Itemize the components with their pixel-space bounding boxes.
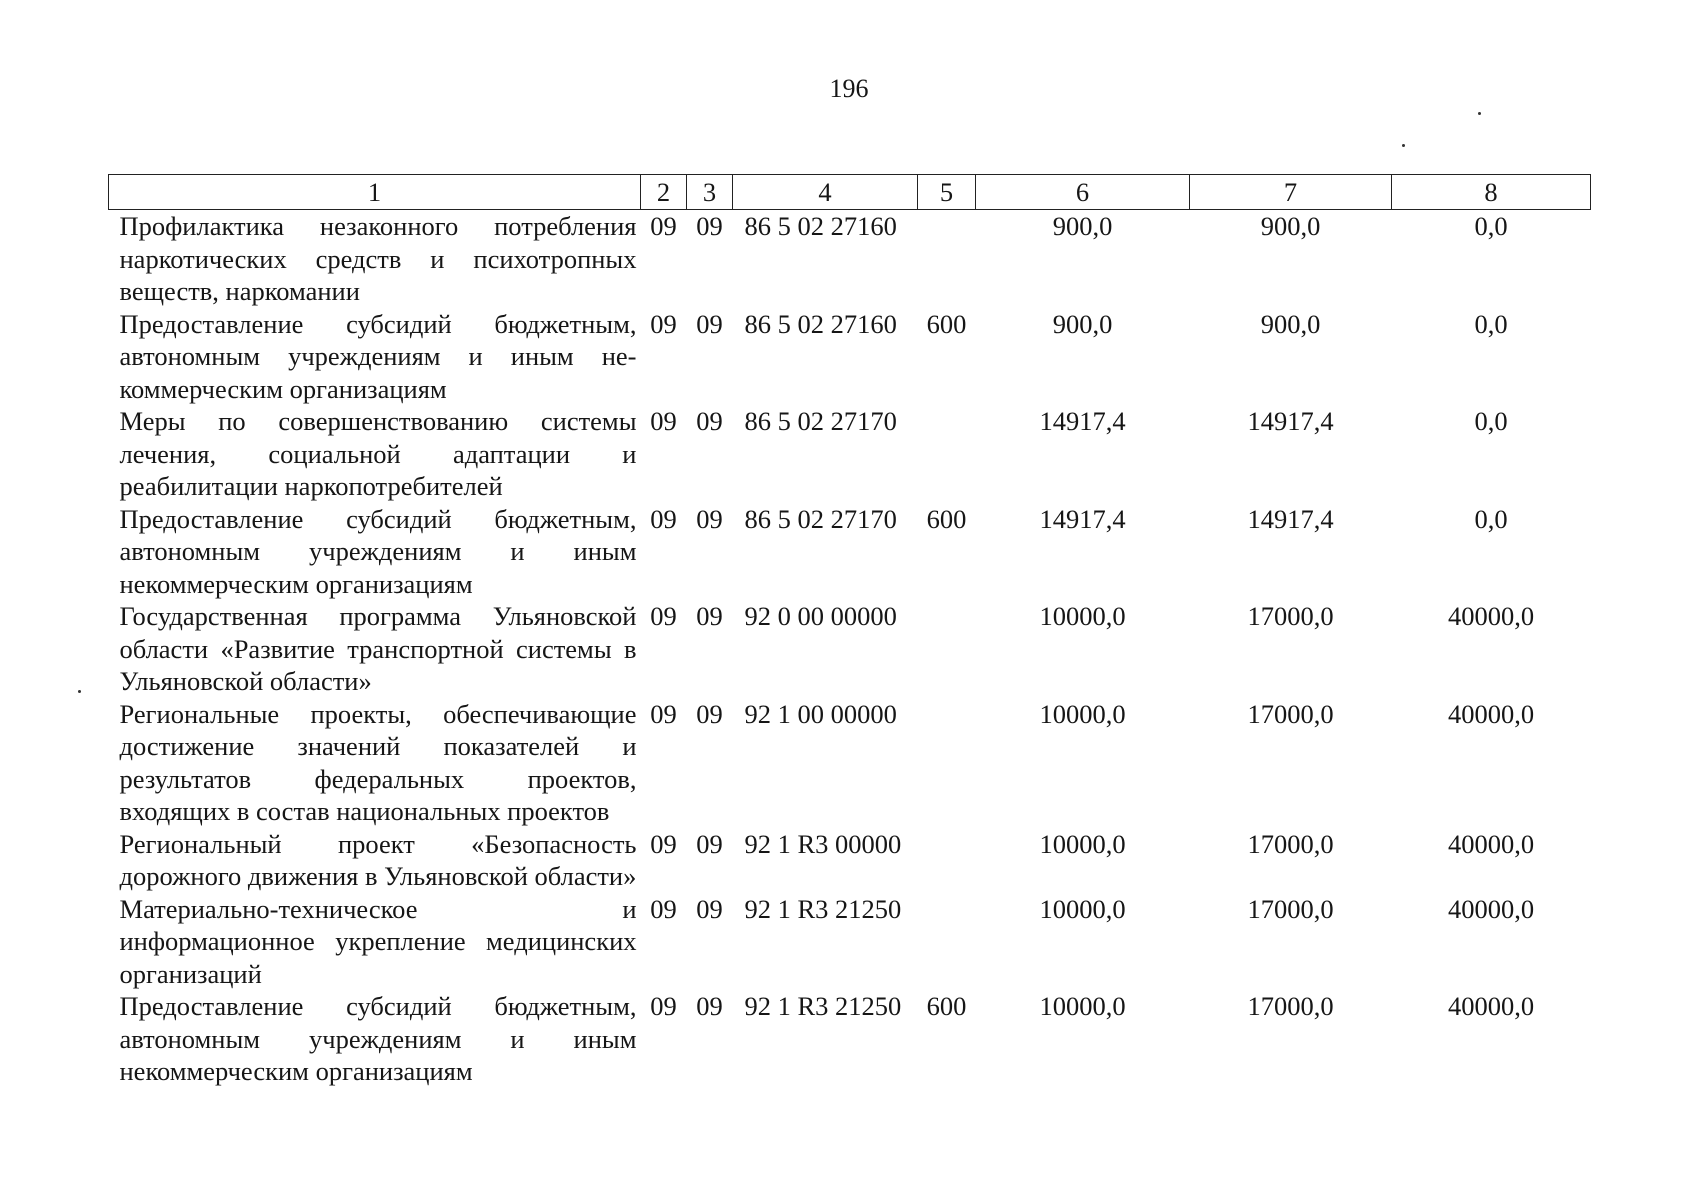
row-value-8: 0,0 <box>1474 308 1508 339</box>
row-target-article: 92 0 00 00000 <box>744 601 897 631</box>
table-row <box>109 308 1591 406</box>
row-value-6: 10000,0 <box>1039 828 1126 859</box>
table-row <box>109 600 1591 698</box>
row-subsection: 09 <box>696 406 723 436</box>
table-row <box>109 828 1591 893</box>
row-value-6: 10000,0 <box>1039 893 1126 924</box>
page-number-text: 196 <box>829 74 869 103</box>
header-col-1: 1 <box>109 175 641 210</box>
row-subsection: 09 <box>696 211 723 241</box>
row-value-8: 0,0 <box>1474 406 1508 436</box>
row-expense-type: 600 <box>926 503 967 534</box>
row-value-7: 900,0 <box>1260 308 1321 339</box>
scan-speck <box>78 690 81 693</box>
row-section: 09 <box>650 893 677 924</box>
header-col-7: 7 <box>1190 175 1392 210</box>
row-value-6: 10000,0 <box>1039 991 1126 1021</box>
row-target-article: 92 1 R3 21250 <box>744 991 902 1021</box>
row-subsection: 09 <box>696 308 723 339</box>
row-target-article: 86 5 02 27160 <box>744 211 897 241</box>
row-value-6: 900,0 <box>1052 308 1113 339</box>
row-name: Предоставление субсидий бюджетным, автономным учреждениям и иным некоммерческим организациям <box>119 308 637 404</box>
row-subsection: 09 <box>696 828 723 859</box>
table-header <box>109 175 1591 210</box>
row-expense-type <box>918 600 976 698</box>
budget-table <box>108 174 1591 1088</box>
row-subsection: 09 <box>696 991 723 1021</box>
row-value-6: 14917,4 <box>1039 406 1126 436</box>
header-col-5: 5 <box>918 175 976 210</box>
row-value-7: 14917,4 <box>1247 406 1334 436</box>
row-target-article: 86 5 02 27160 <box>744 308 897 339</box>
row-name: Предоставление субсидий бюджетным, автономным учреждениям и иным некоммерческим организациям <box>119 991 637 1086</box>
row-name: Региональный проект «Безопасность дорожного движения в Ульяновской области» <box>119 828 637 891</box>
row-expense-type <box>918 210 976 308</box>
row-name: Профилактика незаконного потребления наркотических средств и психотропных веществ, наркомании <box>119 211 637 306</box>
row-value-8: 40000,0 <box>1447 698 1535 729</box>
row-value-6: 10000,0 <box>1039 601 1126 631</box>
row-name: Материально-техническое и информационное укрепление медицинских организаций <box>119 893 637 989</box>
header-col-2: 2 <box>641 175 687 210</box>
row-section: 09 <box>650 308 677 339</box>
row-target-article: 92 1 R3 00000 <box>744 828 902 859</box>
row-section: 09 <box>650 601 677 631</box>
header-col-3: 3 <box>687 175 733 210</box>
row-value-8: 40000,0 <box>1447 991 1535 1021</box>
row-value-7: 17000,0 <box>1247 893 1334 924</box>
header-col-6: 6 <box>976 175 1190 210</box>
row-section: 09 <box>650 503 677 534</box>
row-section: 09 <box>650 406 677 436</box>
table-row <box>109 698 1591 828</box>
header-col-8: 8 <box>1392 175 1591 210</box>
row-subsection: 09 <box>696 503 723 534</box>
row-target-article: 86 5 02 27170 <box>744 503 897 534</box>
row-name: Государственная программа Ульяновской области «Развитие транспортной системы в Ульяновской области» <box>119 601 637 696</box>
scan-speck <box>1402 144 1405 147</box>
table-row <box>109 405 1591 503</box>
row-target-article: 92 1 00 00000 <box>744 698 897 729</box>
row-value-7: 17000,0 <box>1247 601 1334 631</box>
row-value-8: 40000,0 <box>1447 601 1535 631</box>
row-subsection: 09 <box>696 698 723 729</box>
row-value-7: 17000,0 <box>1247 991 1334 1021</box>
table-row <box>109 990 1591 1088</box>
row-expense-type: 600 <box>926 991 967 1021</box>
row-name: Предоставление субсидий бюджетным, автономным учреждениям и иным некоммерческим организациям <box>119 503 637 599</box>
row-value-8: 40000,0 <box>1447 893 1535 924</box>
row-target-article: 92 1 R3 21250 <box>744 893 902 924</box>
row-value-8: 40000,0 <box>1447 828 1535 859</box>
row-expense-type <box>918 893 976 991</box>
page-number <box>0 74 1698 104</box>
row-name: Меры по совершенствованию системы лечения, социальной адаптации и реабилитации наркопотребителей <box>119 406 637 501</box>
scan-speck <box>1478 112 1481 115</box>
row-value-7: 14917,4 <box>1247 503 1334 534</box>
row-section: 09 <box>650 698 677 729</box>
row-section: 09 <box>650 991 677 1021</box>
table-row <box>109 503 1591 601</box>
row-expense-type <box>918 828 976 893</box>
row-expense-type <box>918 698 976 828</box>
row-name: Региональные проекты, обеспечивающие достижение значений показателей и результатов федеральных проектов, входящих в состав национальных проектов <box>119 698 637 826</box>
header-col-4: 4 <box>733 175 918 210</box>
row-value-8: 0,0 <box>1474 503 1508 534</box>
table-row <box>109 893 1591 991</box>
row-subsection: 09 <box>696 893 723 924</box>
row-value-7: 17000,0 <box>1247 828 1334 859</box>
row-value-7: 900,0 <box>1260 211 1321 241</box>
row-expense-type: 600 <box>926 308 967 339</box>
row-value-6: 10000,0 <box>1039 698 1126 729</box>
header-row <box>109 175 1591 210</box>
table-row <box>109 210 1591 308</box>
row-value-6: 900,0 <box>1052 211 1113 241</box>
table-body <box>109 210 1591 1088</box>
row-subsection: 09 <box>696 601 723 631</box>
row-value-7: 17000,0 <box>1247 698 1334 729</box>
row-section: 09 <box>650 211 677 241</box>
row-expense-type <box>918 405 976 503</box>
row-target-article: 86 5 02 27170 <box>744 406 897 436</box>
row-value-8: 0,0 <box>1474 211 1508 241</box>
row-value-6: 14917,4 <box>1039 503 1126 534</box>
row-section: 09 <box>650 828 677 859</box>
